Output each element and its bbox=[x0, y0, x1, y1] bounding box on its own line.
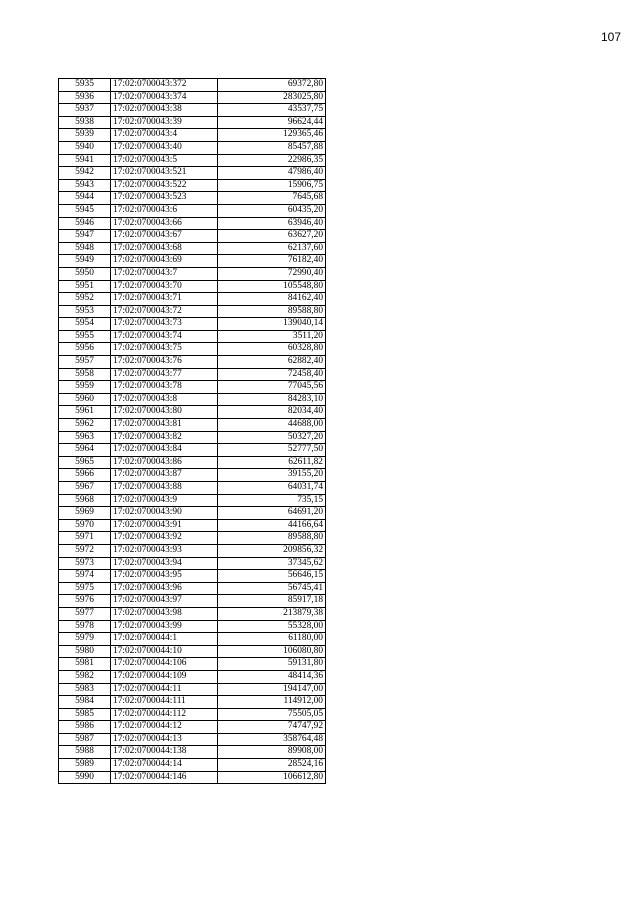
row-number-cell: 5949 bbox=[59, 255, 111, 268]
cadastral-number-cell: 17:02:0700043:91 bbox=[111, 519, 218, 532]
row-number-cell: 5944 bbox=[59, 192, 111, 205]
row-number-cell: 5984 bbox=[59, 696, 111, 709]
table-row bbox=[59, 356, 326, 369]
value-cell: 50327,20 bbox=[218, 431, 326, 444]
row-number-cell: 5956 bbox=[59, 343, 111, 356]
table-row bbox=[59, 519, 326, 532]
table-row bbox=[59, 79, 326, 92]
value-cell: 39155,20 bbox=[218, 469, 326, 482]
cadastral-number-cell: 17:02:0700043:73 bbox=[111, 318, 218, 331]
cadastral-number-cell: 17:02:0700043:522 bbox=[111, 179, 218, 192]
row-number-cell: 5965 bbox=[59, 456, 111, 469]
table-row bbox=[59, 368, 326, 381]
row-number-cell: 5967 bbox=[59, 482, 111, 495]
value-cell: 28524,16 bbox=[218, 759, 326, 772]
value-cell: 85917,18 bbox=[218, 595, 326, 608]
row-number-cell: 5971 bbox=[59, 532, 111, 545]
value-cell: 59131,80 bbox=[218, 658, 326, 671]
value-cell: 129365,46 bbox=[218, 129, 326, 142]
cadastral-number-cell: 17:02:0700044:112 bbox=[111, 708, 218, 721]
cadastral-number-cell: 17:02:0700043:77 bbox=[111, 368, 218, 381]
value-cell: 105548,80 bbox=[218, 280, 326, 293]
row-number-cell: 5939 bbox=[59, 129, 111, 142]
cadastral-number-cell: 17:02:0700043:84 bbox=[111, 444, 218, 457]
cadastral-number-cell: 17:02:0700043:95 bbox=[111, 570, 218, 583]
value-cell: 735,15 bbox=[218, 494, 326, 507]
table-row bbox=[59, 570, 326, 583]
value-cell: 47986,40 bbox=[218, 167, 326, 180]
cadastral-number-cell: 17:02:0700043:76 bbox=[111, 356, 218, 369]
table-row bbox=[59, 217, 326, 230]
cadastral-number-cell: 17:02:0700044:13 bbox=[111, 733, 218, 746]
value-cell: 62882,40 bbox=[218, 356, 326, 369]
value-cell: 72458,40 bbox=[218, 368, 326, 381]
table-row bbox=[59, 242, 326, 255]
value-cell: 96624,44 bbox=[218, 116, 326, 129]
cadastral-number-cell: 17:02:0700044:106 bbox=[111, 658, 218, 671]
cadastral-number-cell: 17:02:0700044:138 bbox=[111, 746, 218, 759]
value-cell: 106612,80 bbox=[218, 771, 326, 784]
row-number-cell: 5940 bbox=[59, 141, 111, 154]
row-number-cell: 5975 bbox=[59, 582, 111, 595]
row-number-cell: 5952 bbox=[59, 293, 111, 306]
row-number-cell: 5943 bbox=[59, 179, 111, 192]
cadastral-number-cell: 17:02:0700043:6 bbox=[111, 204, 218, 217]
value-cell: 52777,50 bbox=[218, 444, 326, 457]
table-row bbox=[59, 444, 326, 457]
value-cell: 69372,80 bbox=[218, 79, 326, 92]
cadastral-number-cell: 17:02:0700043:9 bbox=[111, 494, 218, 507]
table-row bbox=[59, 696, 326, 709]
table-row bbox=[59, 280, 326, 293]
cadastral-number-cell: 17:02:0700043:372 bbox=[111, 79, 218, 92]
table-row bbox=[59, 507, 326, 520]
cadastral-number-cell: 17:02:0700043:374 bbox=[111, 91, 218, 104]
table-row bbox=[59, 532, 326, 545]
row-number-cell: 5980 bbox=[59, 645, 111, 658]
table-row bbox=[59, 91, 326, 104]
table-row bbox=[59, 330, 326, 343]
table-row bbox=[59, 343, 326, 356]
cadastral-number-cell: 17:02:0700043:521 bbox=[111, 167, 218, 180]
cadastral-number-cell: 17:02:0700043:82 bbox=[111, 431, 218, 444]
value-cell: 44166,64 bbox=[218, 519, 326, 532]
value-cell: 213879,38 bbox=[218, 607, 326, 620]
row-number-cell: 5966 bbox=[59, 469, 111, 482]
row-number-cell: 5951 bbox=[59, 280, 111, 293]
value-cell: 60328,80 bbox=[218, 343, 326, 356]
table-row bbox=[59, 607, 326, 620]
row-number-cell: 5976 bbox=[59, 595, 111, 608]
cadastral-number-cell: 17:02:0700043:97 bbox=[111, 595, 218, 608]
row-number-cell: 5990 bbox=[59, 771, 111, 784]
row-number-cell: 5977 bbox=[59, 607, 111, 620]
table-row bbox=[59, 771, 326, 784]
cadastral-number-cell: 17:02:0700043:40 bbox=[111, 141, 218, 154]
cadastral-number-cell: 17:02:0700043:8 bbox=[111, 393, 218, 406]
row-number-cell: 5961 bbox=[59, 406, 111, 419]
row-number-cell: 5937 bbox=[59, 104, 111, 117]
cadastral-number-cell: 17:02:0700044:11 bbox=[111, 683, 218, 696]
row-number-cell: 5947 bbox=[59, 230, 111, 243]
cadastral-number-cell: 17:02:0700044:111 bbox=[111, 696, 218, 709]
value-cell: 89588,80 bbox=[218, 305, 326, 318]
table-row bbox=[59, 129, 326, 142]
row-number-cell: 5970 bbox=[59, 519, 111, 532]
table-row bbox=[59, 633, 326, 646]
cadastral-number-cell: 17:02:0700043:39 bbox=[111, 116, 218, 129]
value-cell: 82034,40 bbox=[218, 406, 326, 419]
cadastral-number-cell: 17:02:0700043:94 bbox=[111, 557, 218, 570]
table-row bbox=[59, 746, 326, 759]
table-row bbox=[59, 267, 326, 280]
cadastral-number-cell: 17:02:0700043:74 bbox=[111, 330, 218, 343]
table-row bbox=[59, 482, 326, 495]
value-cell: 84283,10 bbox=[218, 393, 326, 406]
row-number-cell: 5957 bbox=[59, 356, 111, 369]
value-cell: 89908,00 bbox=[218, 746, 326, 759]
table-row bbox=[59, 544, 326, 557]
row-number-cell: 5953 bbox=[59, 305, 111, 318]
value-cell: 64691,20 bbox=[218, 507, 326, 520]
value-cell: 37345,62 bbox=[218, 557, 326, 570]
row-number-cell: 5979 bbox=[59, 633, 111, 646]
cadastral-number-cell: 17:02:0700043:92 bbox=[111, 532, 218, 545]
records-table bbox=[58, 78, 326, 784]
value-cell: 55328,00 bbox=[218, 620, 326, 633]
value-cell: 62611,82 bbox=[218, 456, 326, 469]
cadastral-number-cell: 17:02:0700043:5 bbox=[111, 154, 218, 167]
cadastral-number-cell: 17:02:0700044:1 bbox=[111, 633, 218, 646]
row-number-cell: 5959 bbox=[59, 381, 111, 394]
value-cell: 48414,36 bbox=[218, 670, 326, 683]
row-number-cell: 5960 bbox=[59, 393, 111, 406]
table-row bbox=[59, 658, 326, 671]
cadastral-number-cell: 17:02:0700044:146 bbox=[111, 771, 218, 784]
value-cell: 77045,56 bbox=[218, 381, 326, 394]
value-cell: 56745,41 bbox=[218, 582, 326, 595]
cadastral-number-cell: 17:02:0700044:14 bbox=[111, 759, 218, 772]
table-row bbox=[59, 318, 326, 331]
row-number-cell: 5982 bbox=[59, 670, 111, 683]
row-number-cell: 5989 bbox=[59, 759, 111, 772]
row-number-cell: 5987 bbox=[59, 733, 111, 746]
table-row bbox=[59, 582, 326, 595]
row-number-cell: 5964 bbox=[59, 444, 111, 457]
cadastral-number-cell: 17:02:0700043:67 bbox=[111, 230, 218, 243]
row-number-cell: 5978 bbox=[59, 620, 111, 633]
table-row bbox=[59, 406, 326, 419]
value-cell: 56646,15 bbox=[218, 570, 326, 583]
row-number-cell: 5948 bbox=[59, 242, 111, 255]
value-cell: 72990,40 bbox=[218, 267, 326, 280]
table-row bbox=[59, 167, 326, 180]
value-cell: 283025,80 bbox=[218, 91, 326, 104]
page-number: 107 bbox=[600, 30, 621, 44]
value-cell: 60435,20 bbox=[218, 204, 326, 217]
table-row bbox=[59, 419, 326, 432]
value-cell: 106080,80 bbox=[218, 645, 326, 658]
cadastral-number-cell: 17:02:0700043:86 bbox=[111, 456, 218, 469]
row-number-cell: 5983 bbox=[59, 683, 111, 696]
row-number-cell: 5954 bbox=[59, 318, 111, 331]
table-row bbox=[59, 293, 326, 306]
value-cell: 22986,35 bbox=[218, 154, 326, 167]
cadastral-number-cell: 17:02:0700043:87 bbox=[111, 469, 218, 482]
table-row bbox=[59, 645, 326, 658]
table-row bbox=[59, 204, 326, 217]
row-number-cell: 5942 bbox=[59, 167, 111, 180]
row-number-cell: 5981 bbox=[59, 658, 111, 671]
cadastral-number-cell: 17:02:0700043:80 bbox=[111, 406, 218, 419]
value-cell: 43537,75 bbox=[218, 104, 326, 117]
cadastral-number-cell: 17:02:0700043:88 bbox=[111, 482, 218, 495]
row-number-cell: 5973 bbox=[59, 557, 111, 570]
cadastral-number-cell: 17:02:0700044:12 bbox=[111, 721, 218, 734]
value-cell: 89588,80 bbox=[218, 532, 326, 545]
cadastral-number-cell: 17:02:0700043:38 bbox=[111, 104, 218, 117]
table-row bbox=[59, 683, 326, 696]
cadastral-number-cell: 17:02:0700043:78 bbox=[111, 381, 218, 394]
table-row bbox=[59, 494, 326, 507]
row-number-cell: 5955 bbox=[59, 330, 111, 343]
cadastral-number-cell: 17:02:0700043:7 bbox=[111, 267, 218, 280]
table-row bbox=[59, 116, 326, 129]
row-number-cell: 5985 bbox=[59, 708, 111, 721]
row-number-cell: 5972 bbox=[59, 544, 111, 557]
cadastral-number-cell: 17:02:0700043:93 bbox=[111, 544, 218, 557]
value-cell: 63946,40 bbox=[218, 217, 326, 230]
table-row bbox=[59, 431, 326, 444]
row-number-cell: 5941 bbox=[59, 154, 111, 167]
value-cell: 139040,14 bbox=[218, 318, 326, 331]
cadastral-number-cell: 17:02:0700043:523 bbox=[111, 192, 218, 205]
value-cell: 15906,75 bbox=[218, 179, 326, 192]
cadastral-number-cell: 17:02:0700043:96 bbox=[111, 582, 218, 595]
table-row bbox=[59, 759, 326, 772]
value-cell: 44688,00 bbox=[218, 419, 326, 432]
cadastral-number-cell: 17:02:0700043:68 bbox=[111, 242, 218, 255]
table-row bbox=[59, 255, 326, 268]
value-cell: 7645,68 bbox=[218, 192, 326, 205]
cadastral-number-cell: 17:02:0700043:81 bbox=[111, 419, 218, 432]
row-number-cell: 5950 bbox=[59, 267, 111, 280]
table-row bbox=[59, 733, 326, 746]
table-row bbox=[59, 104, 326, 117]
table-row bbox=[59, 230, 326, 243]
value-cell: 209856,32 bbox=[218, 544, 326, 557]
value-cell: 61180,00 bbox=[218, 633, 326, 646]
table-row bbox=[59, 721, 326, 734]
table-row bbox=[59, 141, 326, 154]
cadastral-number-cell: 17:02:0700043:90 bbox=[111, 507, 218, 520]
value-cell: 114912,00 bbox=[218, 696, 326, 709]
table-row bbox=[59, 381, 326, 394]
row-number-cell: 5974 bbox=[59, 570, 111, 583]
value-cell: 74747,92 bbox=[218, 721, 326, 734]
table-row bbox=[59, 670, 326, 683]
table-row bbox=[59, 557, 326, 570]
cadastral-number-cell: 17:02:0700043:71 bbox=[111, 293, 218, 306]
value-cell: 3511,20 bbox=[218, 330, 326, 343]
table-row bbox=[59, 192, 326, 205]
table-row bbox=[59, 154, 326, 167]
cadastral-number-cell: 17:02:0700043:75 bbox=[111, 343, 218, 356]
table-row bbox=[59, 469, 326, 482]
table-row bbox=[59, 595, 326, 608]
cadastral-number-cell: 17:02:0700043:66 bbox=[111, 217, 218, 230]
row-number-cell: 5935 bbox=[59, 79, 111, 92]
row-number-cell: 5969 bbox=[59, 507, 111, 520]
table-row bbox=[59, 456, 326, 469]
cadastral-number-cell: 17:02:0700044:10 bbox=[111, 645, 218, 658]
row-number-cell: 5986 bbox=[59, 721, 111, 734]
row-number-cell: 5945 bbox=[59, 204, 111, 217]
cadastral-number-cell: 17:02:0700043:69 bbox=[111, 255, 218, 268]
records-table-body bbox=[59, 79, 326, 784]
value-cell: 64031,74 bbox=[218, 482, 326, 495]
row-number-cell: 5968 bbox=[59, 494, 111, 507]
table-row bbox=[59, 620, 326, 633]
value-cell: 75505,05 bbox=[218, 708, 326, 721]
cadastral-number-cell: 17:02:0700043:70 bbox=[111, 280, 218, 293]
value-cell: 194147,00 bbox=[218, 683, 326, 696]
row-number-cell: 5963 bbox=[59, 431, 111, 444]
value-cell: 358764,48 bbox=[218, 733, 326, 746]
value-cell: 84162,40 bbox=[218, 293, 326, 306]
cadastral-number-cell: 17:02:0700043:4 bbox=[111, 129, 218, 142]
cadastral-number-cell: 17:02:0700043:99 bbox=[111, 620, 218, 633]
row-number-cell: 5988 bbox=[59, 746, 111, 759]
value-cell: 63627,20 bbox=[218, 230, 326, 243]
value-cell: 76182,40 bbox=[218, 255, 326, 268]
row-number-cell: 5958 bbox=[59, 368, 111, 381]
row-number-cell: 5936 bbox=[59, 91, 111, 104]
row-number-cell: 5946 bbox=[59, 217, 111, 230]
value-cell: 85457,88 bbox=[218, 141, 326, 154]
row-number-cell: 5962 bbox=[59, 419, 111, 432]
table-row bbox=[59, 393, 326, 406]
cadastral-number-cell: 17:02:0700044:109 bbox=[111, 670, 218, 683]
cadastral-number-cell: 17:02:0700043:98 bbox=[111, 607, 218, 620]
table-row bbox=[59, 305, 326, 318]
cadastral-number-cell: 17:02:0700043:72 bbox=[111, 305, 218, 318]
table-row bbox=[59, 708, 326, 721]
table-row bbox=[59, 179, 326, 192]
value-cell: 62137,60 bbox=[218, 242, 326, 255]
row-number-cell: 5938 bbox=[59, 116, 111, 129]
